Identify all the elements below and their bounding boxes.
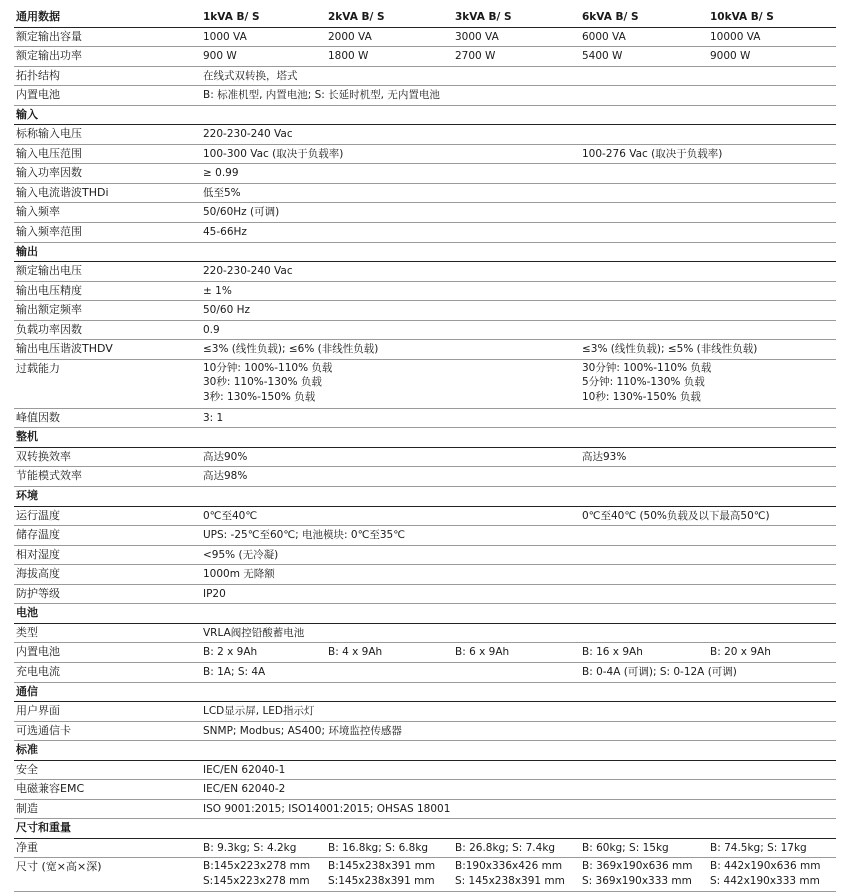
table-row	[14, 448, 836, 468]
row-label: 尺寸 (宽×高×深)	[16, 860, 102, 874]
cell-c5: B: 442x190x636 mm S: 442x190x333 mm	[710, 860, 821, 887]
cell-c5: B: 20 x 9Ah	[710, 646, 771, 659]
row-label: 内置电池	[16, 88, 60, 102]
row-label: 可选通信卡	[16, 723, 71, 737]
cell-c1: ≤3% (线性负载); ≤6% (非线性负载)	[203, 343, 379, 356]
cell-c1: ≥ 0.99	[203, 167, 239, 180]
row-label: 输入频率范围	[16, 225, 82, 239]
table-row	[14, 86, 836, 106]
cell-c4: B: 0-4A (可调); S: 0-12A (可调)	[582, 665, 737, 678]
cell-c5: 9000 W	[710, 50, 751, 63]
cell-c4: 5400 W	[582, 50, 623, 63]
section-title: 整机	[16, 430, 38, 444]
table-row	[14, 780, 836, 800]
table-row	[14, 722, 836, 742]
table-row	[14, 321, 836, 341]
row-label: 输入功率因数	[16, 166, 82, 180]
cell-c1: 1kVA B/ S	[203, 11, 260, 23]
section-header	[14, 604, 836, 624]
table-row	[14, 546, 836, 566]
row-label: 内置电池	[16, 645, 60, 659]
cell-c3: 3kVA B/ S	[455, 11, 512, 23]
row-label: 输出额定频率	[16, 303, 82, 317]
cell-c4: B: 369x190x636 mm S: 369x190x333 mm	[582, 860, 693, 887]
row-label: 充电电流	[16, 664, 60, 678]
table-row	[14, 125, 836, 145]
table-row	[14, 585, 836, 605]
row-label: 用户界面	[16, 704, 60, 718]
cell-c1: B: 标准机型, 内置电池; S: 长延时机型, 无内置电池	[203, 89, 440, 102]
section-title: 标准	[16, 743, 38, 757]
row-label: 相对湿度	[16, 547, 60, 561]
row-label: 制造	[16, 801, 38, 815]
row-label: 峰值因数	[16, 410, 60, 424]
table-row	[14, 800, 836, 820]
cell-c1: ISO 9001:2015; ISO14001:2015; OHSAS 18001	[203, 802, 451, 815]
table-row	[14, 340, 836, 360]
table-row	[14, 301, 836, 321]
table-row	[14, 164, 836, 184]
table-row	[14, 761, 836, 781]
cell-c1: 900 W	[203, 50, 237, 63]
cell-c1: IP20	[203, 587, 226, 600]
row-label: 储存温度	[16, 528, 60, 542]
row-label: 标称输入电压	[16, 127, 82, 141]
cell-c1: ± 1%	[203, 284, 232, 297]
table-row	[14, 67, 836, 87]
section-header	[14, 487, 836, 507]
cell-c1: 0℃至40℃	[203, 509, 258, 522]
row-label: 类型	[16, 625, 38, 639]
cell-c4: 0℃至40℃ (50%负载及以下最高50℃)	[582, 509, 770, 522]
cell-c1: 0.9	[203, 323, 220, 336]
cell-c1: SNMP; Modbus; AS400; 环境监控传感器	[203, 724, 402, 737]
table-row	[14, 702, 836, 722]
section-header	[14, 741, 836, 761]
cell-c2: B: 16.8kg; S: 6.8kg	[328, 841, 429, 854]
cell-c1: UPS: -25℃至60℃; 电池模块: 0℃至35℃	[203, 529, 406, 542]
row-label: 运行温度	[16, 508, 60, 522]
cell-c2: 2000 VA	[328, 30, 372, 43]
cell-c2: 1800 W	[328, 50, 369, 63]
table-row	[14, 507, 836, 527]
table-row	[14, 624, 836, 644]
section-title: 环境	[16, 489, 38, 503]
cell-c1: VRLA阀控铅酸蓄电池	[203, 626, 305, 639]
table-row	[14, 145, 836, 165]
cell-c1: 100-300 Vac (取决于负载率)	[203, 147, 344, 160]
cell-c1: 220-230-240 Vac	[203, 265, 293, 278]
section-header	[14, 819, 836, 839]
table-row	[14, 262, 836, 282]
cell-c2: 2kVA B/ S	[328, 11, 385, 23]
section-header	[14, 243, 836, 263]
cell-c1: B: 1A; S: 4A	[203, 665, 266, 678]
cell-c3: 3000 VA	[455, 30, 499, 43]
row-label: 安全	[16, 762, 38, 776]
cell-c5: B: 74.5kg; S: 17kg	[710, 841, 807, 854]
table-row	[14, 663, 836, 683]
row-label: 过载能力	[16, 361, 60, 375]
table-row	[14, 360, 836, 409]
row-label: 节能模式效率	[16, 469, 82, 483]
row-label: 双转换效率	[16, 449, 71, 463]
row-label: 输入电压范围	[16, 146, 82, 160]
cell-c1: <95% (无冷凝)	[203, 548, 279, 561]
table-row	[14, 203, 836, 223]
row-label: 额定输出功率	[16, 49, 82, 63]
cell-c1: B: 2 x 9Ah	[203, 646, 258, 659]
table-row	[14, 28, 836, 48]
cell-c1: 低至5%	[203, 186, 241, 199]
section-title: 尺寸和重量	[16, 821, 71, 835]
table-row	[14, 223, 836, 243]
cell-c1: LCD显示屏, LED指示灯	[203, 705, 315, 718]
cell-c1: 3: 1	[203, 411, 224, 424]
cell-c4: 100-276 Vac (取决于负载率)	[582, 147, 723, 160]
cell-c2: B: 4 x 9Ah	[328, 646, 383, 659]
section-header	[14, 106, 836, 126]
spec-table	[14, 8, 836, 892]
row-label: 额定输出容量	[16, 29, 82, 43]
row-label: 负载功率因数	[16, 322, 82, 336]
cell-c1: B:145x223x278 mm S:145x223x278 mm	[203, 860, 311, 887]
cell-c4: 6000 VA	[582, 30, 626, 43]
table-row	[14, 643, 836, 663]
cell-c1: 10分钟: 100%-110% 负载 30秒: 110%-130% 负载 3秒: 130%-150% 负载	[203, 361, 333, 403]
table-row	[14, 467, 836, 487]
cell-c1: B: 9.3kg; S: 4.2kg	[203, 841, 297, 854]
cell-c4: 高达93%	[582, 450, 627, 463]
row-label: 净重	[16, 840, 38, 854]
table-row	[14, 858, 836, 892]
section-title: 输出	[16, 244, 38, 258]
cell-c1: IEC/EN 62040-1	[203, 763, 286, 776]
table-row	[14, 409, 836, 429]
cell-c4: 30分钟: 100%-110% 负载 5分钟: 110%-130% 负载 10秒: 130%-150% 负载	[582, 361, 712, 403]
cell-c2: B:145x238x391 mm S:145x238x391 mm	[328, 860, 436, 887]
cell-c3: B:190x336x426 mm S: 145x238x391 mm	[455, 860, 565, 887]
cell-c1: 高达98%	[203, 470, 248, 483]
table-row	[14, 839, 836, 859]
row-label: 防护等级	[16, 586, 60, 600]
table-header-row	[14, 8, 836, 28]
cell-c3: B: 26.8kg; S: 7.4kg	[455, 841, 556, 854]
section-title: 电池	[16, 606, 38, 620]
row-label: 输出电压精度	[16, 283, 82, 297]
cell-c4: 6kVA B/ S	[582, 11, 639, 23]
cell-c1: 45-66Hz	[203, 226, 247, 239]
row-label: 输入电流谐波THDi	[16, 185, 109, 199]
cell-c3: 2700 W	[455, 50, 496, 63]
row-label: 电磁兼容EMC	[16, 782, 85, 796]
table-row	[14, 47, 836, 67]
section-title: 输入	[16, 107, 38, 121]
cell-c5: 10kVA B/ S	[710, 11, 774, 23]
cell-c5: 10000 VA	[710, 30, 761, 43]
cell-c3: B: 6 x 9Ah	[455, 646, 510, 659]
cell-c4: B: 60kg; S: 15kg	[582, 841, 669, 854]
table-row	[14, 184, 836, 204]
row-label: 输入频率	[16, 205, 60, 219]
row-label: 拓扑结构	[16, 68, 60, 82]
cell-c1: 1000 VA	[203, 30, 247, 43]
table-row	[14, 282, 836, 302]
section-header	[14, 683, 836, 703]
cell-c1: IEC/EN 62040-2	[203, 783, 286, 796]
cell-c1: 220-230-240 Vac	[203, 128, 293, 141]
table-row	[14, 565, 836, 585]
row-label: 海拔高度	[16, 567, 60, 581]
section-header	[14, 428, 836, 448]
cell-c1: 高达90%	[203, 450, 248, 463]
table-row	[14, 526, 836, 546]
cell-c4: ≤3% (线性负载); ≤5% (非线性负载)	[582, 343, 758, 356]
cell-c1: 1000m 无降额	[203, 568, 275, 581]
cell-c1: 50/60 Hz	[203, 304, 251, 317]
cell-c4: B: 16 x 9Ah	[582, 646, 643, 659]
cell-c1: 在线式双转换，塔式	[203, 69, 298, 82]
row-label: 通用数据	[16, 10, 60, 23]
row-label: 额定输出电压	[16, 264, 82, 278]
row-label: 输出电压谐波THDV	[16, 342, 113, 356]
cell-c1: 50/60Hz (可调)	[203, 206, 280, 219]
section-title: 通信	[16, 684, 38, 698]
